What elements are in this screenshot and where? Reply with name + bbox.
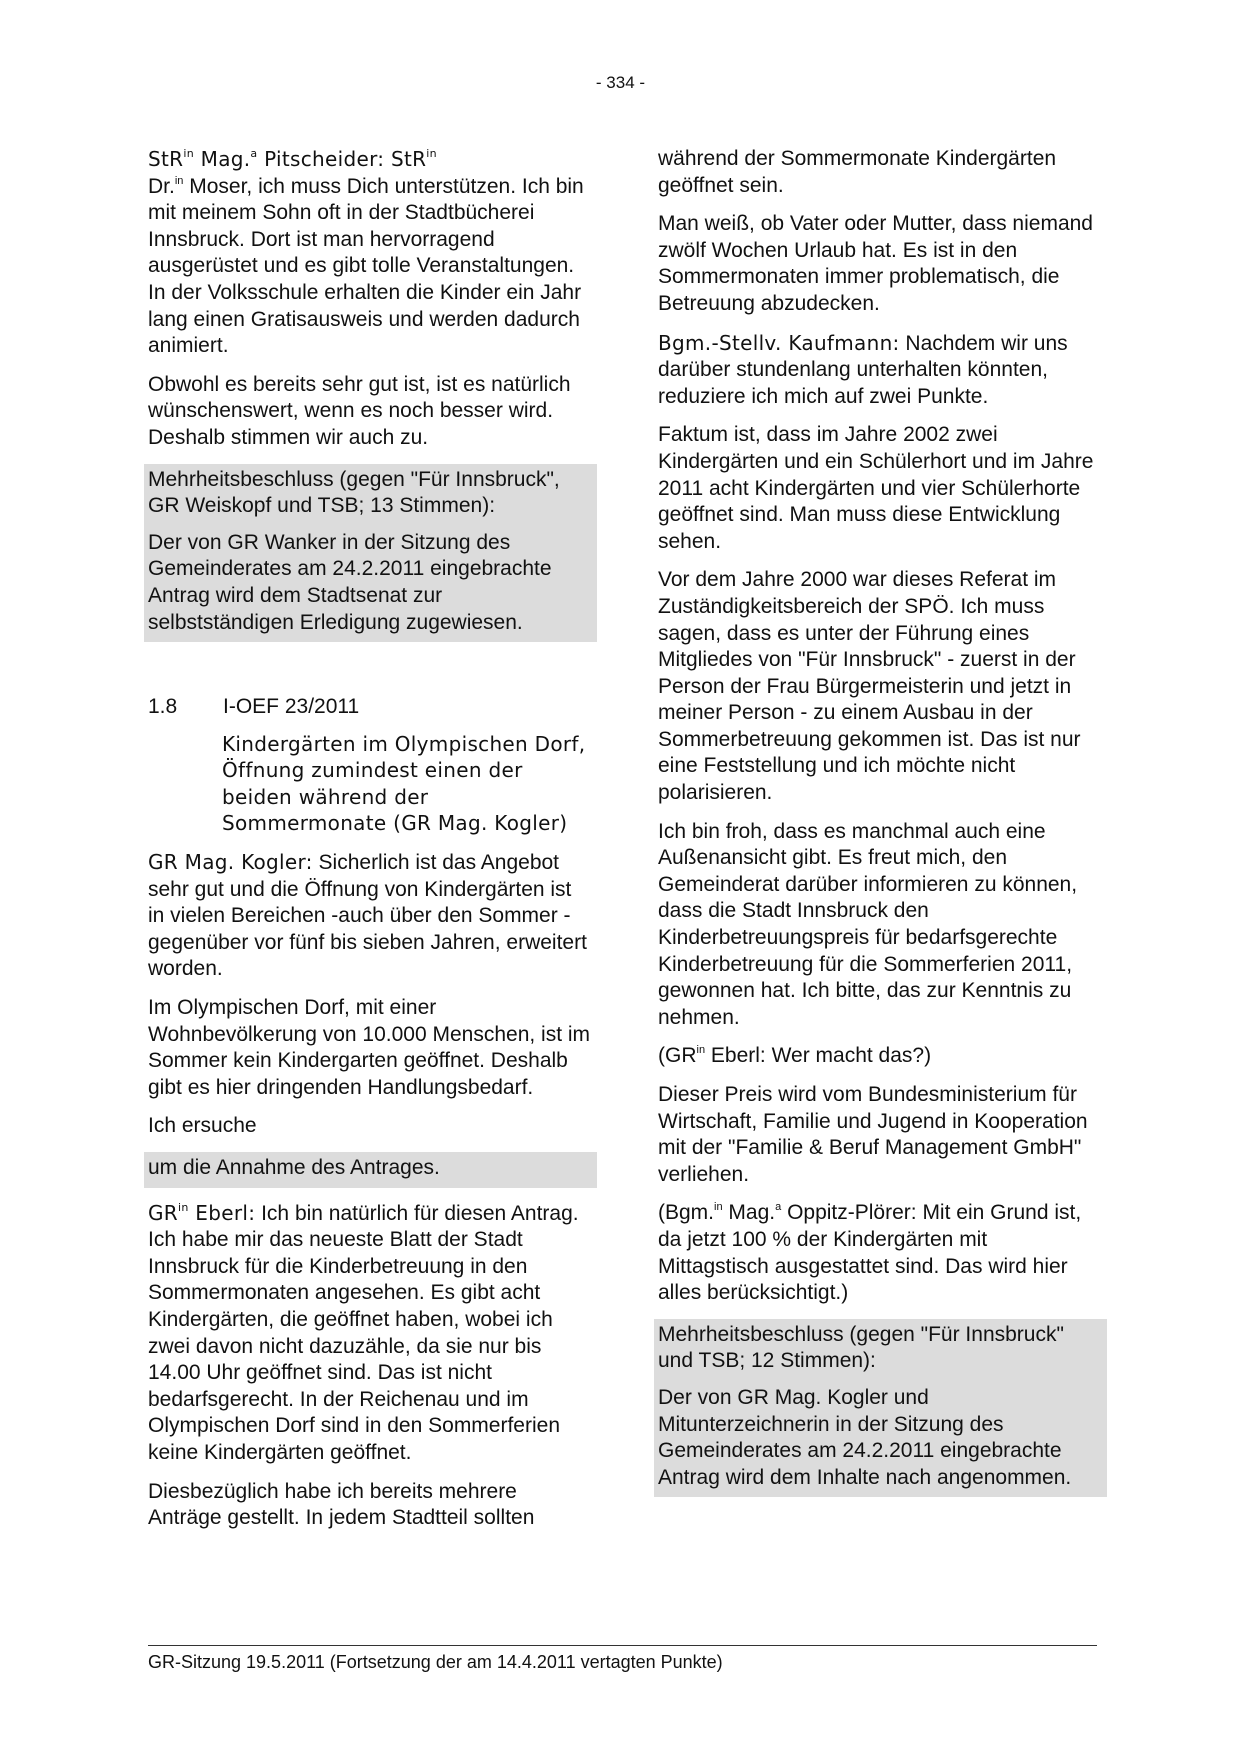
footer-divider — [148, 1645, 1097, 1646]
paragraph: Man weiß, ob Vater oder Mutter, dass niemand zwölf Wochen Urlaub hat. Es ist in den Sommermonaten immer problematisch, die Betreuung abzudecken. — [658, 212, 1093, 315]
resolution-text: Der von GR Mag. Kogler und Mitunterzeichnerin in der Sitzung des Gemeinderates am 24.2.2011 eingebrachte Antrag wird dem Inhalte nach angenommen. — [658, 1385, 1072, 1489]
agenda-item-subject: Kindergärten im Olympischen Dorf, Öffnung zumindest einen der beiden während der Sommermonate (GR Mag. Kogler) — [222, 731, 586, 836]
left-column — [148, 146, 593, 1544]
speech-pitscheider: StR$^{in}$ Mag.$^a$ Pitscheider: StR$^{in}$ Dr.$^{in}$ Moser, ich muss Dich unterstützen. Ich bin mit meinem Sohn oft in der Stadtbücherei Innsbruck. Dort ist man hervorragend ausgerüstet und es gibt tolle Veranstaltungen. In der Volksschule erhalten die Kinder ein Jahr lang einen Gratisausweis und werden dadurch animiert. — [148, 147, 584, 358]
request-text: um die Annahme des Antrages. — [148, 1156, 440, 1179]
paragraph: Im Olympischen Dorf, mit einer Wohnbevölkerung von 10.000 Menschen, ist im Sommer kein Kindergarten geöffnet. Deshalb gibt es hier dringenden Handlungsbedarf. — [148, 996, 591, 1099]
agenda-item-number: 1.8 — [148, 695, 178, 719]
right-column — [658, 146, 1103, 1509]
resolution-title: Mehrheitsbeschluss (gegen "Für Innsbruck", GR Weiskopf und TSB; 13 Stimmen): — [148, 467, 560, 518]
paragraph: Obwohl es bereits sehr gut ist, ist es natürlich wünschenswert, wenn es noch besser wird. Deshalb stimmen wir auch zu. — [148, 372, 571, 449]
paragraph: Ich bin froh, dass es manchmal auch eine Außenansicht gibt. Es freut mich, den Gemeinderat darüber informieren zu können, dass die Stadt Innsbruck den Kinderbetreuungspreis für bedarfsgerechte Kinderbetreuung für die Sommerferien 2011, gewonnen hat. Ich bitte, das zur Kenntnis zu nehmen. — [658, 819, 1078, 1029]
footer-text: GR-Sitzung 19.5.2011 (Fortsetzung der am 14.4.2011 vertagten Punkte) — [148, 1652, 723, 1672]
paragraph: Vor dem Jahre 2000 war dieses Referat im Zuständigkeitsbereich der SPÖ. Ich muss sagen, dass es unter der Führung eines Mitgliedes von "Für Innsbruck" - zuerst in der Person der Frau Bürgermeisterin und jetzt in meiner Person - zu einem Ausbau in der Sommerbetreuung gekommen ist. Das ist nur eine Feststellung und ich möchte nicht polarisieren. — [658, 568, 1081, 805]
request-box — [144, 1152, 597, 1188]
paragraph: Dieser Preis wird vom Bundesministerium für Wirtschaft, Familie und Jugend in Kooperation mit der "Familie & Beruf Management GmbH" verliehen. — [658, 1083, 1088, 1186]
agenda-item-header — [148, 694, 593, 721]
speech-kaufmann: Bgm.-Stellv. Kaufmann: Nachdem wir uns darüber stundenlang unterhalten könnten, reduziere ich mich auf zwei Punkte. — [658, 330, 1068, 408]
speaker-name: GR Mag. Kogler: — [148, 850, 313, 875]
paragraph: während der Sommermonate Kindergärten geöffnet sein. — [658, 147, 1057, 197]
speech-eberl: $GR^{in}$ Eberl: Ich bin natürlich für diesen Antrag. Ich habe mir das neueste Blatt der Stadt Innsbruck für die Kinderbetreuung in den Sommermonaten angesehen. Es gibt acht Kindergärten, die geöffnet haben, wobei ich zwei davon nicht dazuzähle, da sie nur bis 14.00 Uhr geöffnet sind. Das ist nicht bedarfsgerecht. In der Reichenau und im Olympischen Dorf sind in den Sommerferien keine Kindergärten geöffnet. — [148, 1200, 579, 1464]
resolution-box — [654, 1319, 1107, 1498]
resolution-box — [144, 464, 597, 643]
speaker-name: Bgm.-Stellv. Kaufmann: — [658, 330, 900, 355]
paragraph: Ich ersuche — [148, 1114, 257, 1138]
interjection-eberl: ($GR^{in}$ Eberl: Wer macht das?) — [658, 1044, 932, 1068]
page-number: - 334 - — [595, 73, 646, 92]
speaker-name: $GR^{in}$ Eberl: — [148, 1200, 256, 1225]
interjection-oppitz-ploerer: (Bgm.$^{in}$ Mag.$^a$ Oppitz-Plörer: Mit ein Grund ist, da jetzt 100 % der Kindergärten mit Mittagstisch ausgestattet sind. Das wird hier alles berücksichtigt.) — [658, 1201, 1082, 1305]
speaker-name: StR$^{in}$ Mag.$^a$ Pitscheider: StR$^{in}$ — [148, 147, 437, 171]
paragraph: Faktum ist, dass im Jahre 2002 zwei Kindergärten und ein Schülerhort und im Jahre 2011 acht Kindergärten und vier Schülerhorte geöffnet sind. Man muss diese Entwicklung sehen. — [658, 423, 1094, 553]
paragraph: Diesbezüglich habe ich bereits mehrere Anträge gestellt. In jedem Stadtteil sollten — [148, 1479, 535, 1530]
resolution-text: Der von GR Wanker in der Sitzung des Gemeinderates am 24.2.2011 eingebrachte Antrag wird dem Stadtsenat zur selbstständigen Erledigung zugewiesen. — [148, 530, 552, 634]
resolution-title: Mehrheitsbeschluss (gegen "Für Innsbruck" und TSB; 12 Stimmen): — [658, 1322, 1064, 1373]
agenda-item-code: I-OEF 23/2011 — [223, 695, 360, 719]
speech-kogler: GR Mag. Kogler: Sicherlich ist das Angebot sehr gut und die Öffnung von Kindergärten ist in vielen Bereichen -auch über den Sommer - gegenüber vor fünf bis sieben Jahren, erweitert worden. — [148, 850, 587, 981]
